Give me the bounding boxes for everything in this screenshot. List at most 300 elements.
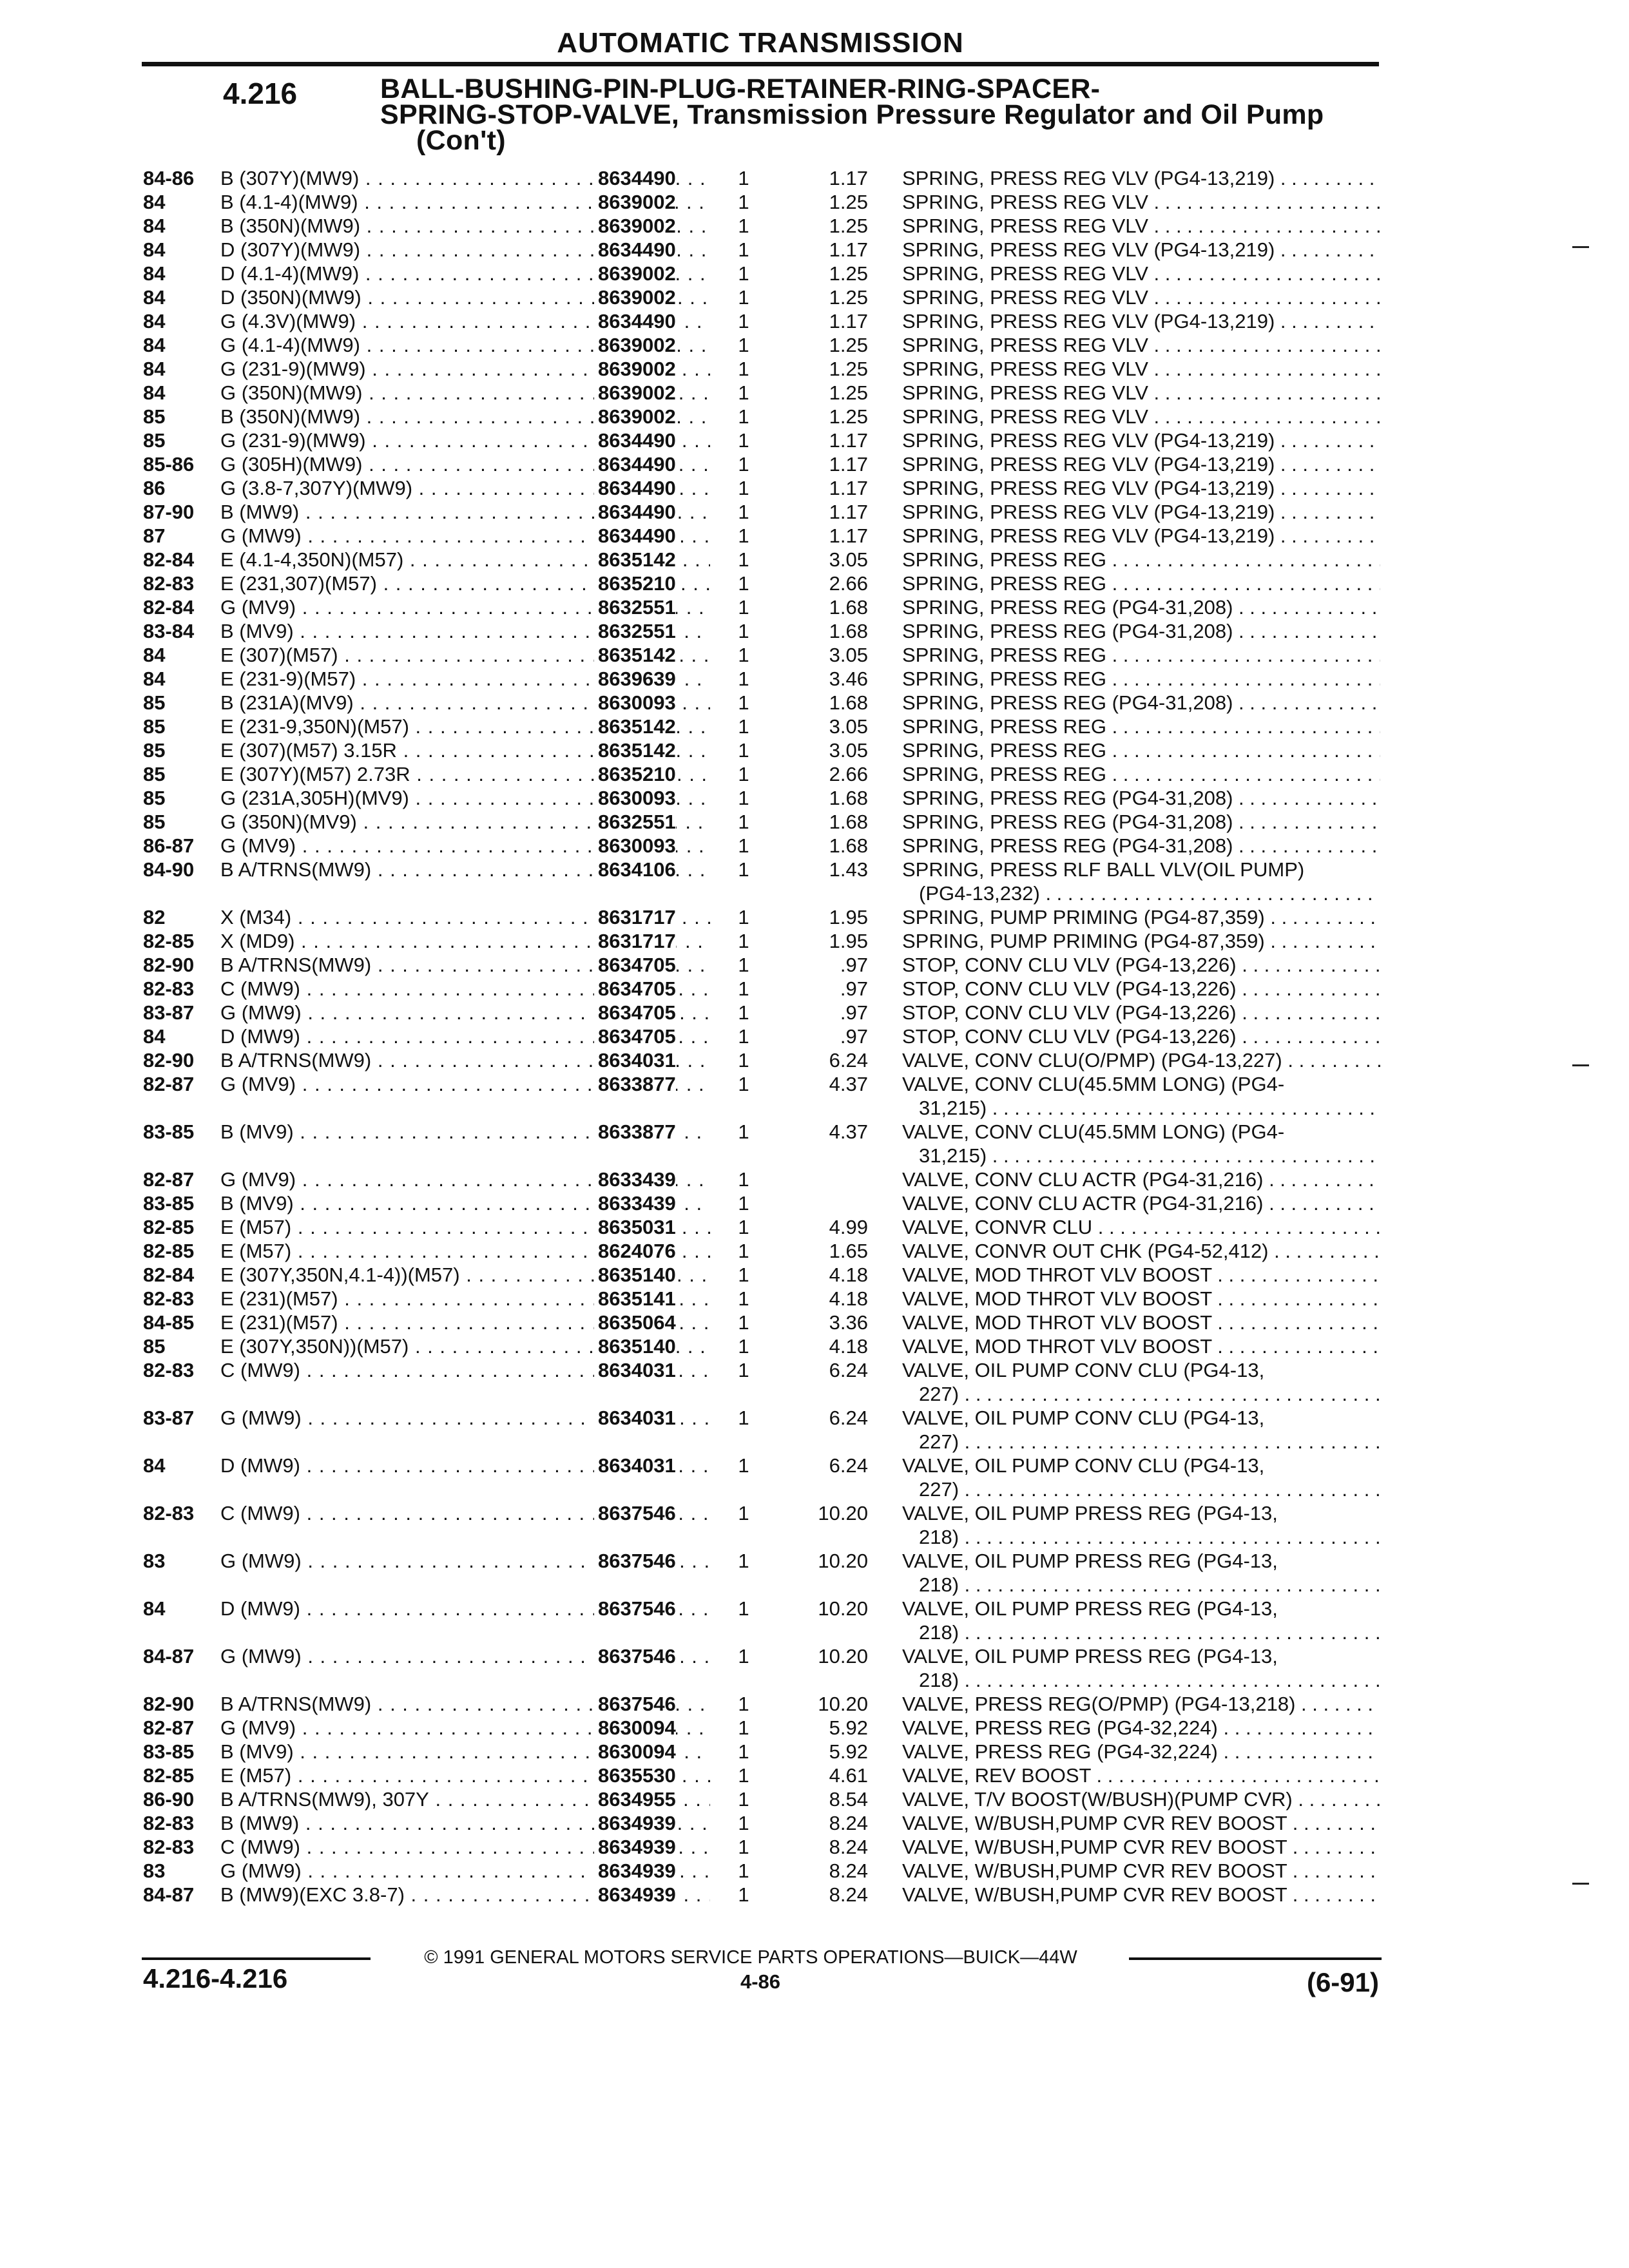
description-line: VALVE, T/V BOOST(W/BUSH)(PUMP CVR) . . . [902,1787,1380,1811]
model-application: B A/TRNS(MW9) . . . [220,1048,710,1072]
model-application: B A/TRNS(MW9) . . . [220,953,710,977]
description-line: SPRING, PRESS REG (PG4-31,208) . . . [902,691,1380,715]
model-application: B (350N)(MW9) . . . [220,214,710,238]
description-line: VALVE, CONVR CLU . . . [902,1215,1380,1239]
quantity: 1 [738,1287,749,1310]
header-rule [142,62,1379,66]
part-description [902,1215,1380,1239]
part-row [143,953,1380,977]
part-number: 8635031 [594,1215,676,1239]
model-year: 82-85 [143,1216,195,1238]
model-year: 82-87 [143,1168,195,1191]
price: 1.25 [829,381,868,404]
part-row [143,405,1380,428]
part-row [143,595,1380,619]
part-row [143,190,1380,214]
part-number: 8637546 [594,1597,676,1620]
price: 4.18 [829,1287,868,1310]
part-row [143,858,1380,905]
model-year: 82-83 [143,977,195,1000]
model-year: 83-87 [143,1001,195,1024]
model-application: E (4.1-4,350N)(M57) . . . [220,548,710,572]
part-row [143,1811,1380,1835]
part-number: 8634705 [594,1001,676,1024]
part-row [143,905,1380,929]
part-row [143,1835,1380,1859]
part-row [143,1358,1380,1406]
price: 1.17 [829,238,868,261]
part-row [143,166,1380,190]
part-row [143,1263,1380,1287]
model-year: 85 [143,429,166,452]
model-year: 83-84 [143,620,195,642]
price: 10.20 [818,1645,868,1667]
part-number: 8632551 [594,810,676,834]
model-year: 84-87 [143,1883,195,1906]
part-description [902,238,1380,262]
part-number: 8635530 [594,1763,676,1787]
part-row [143,1740,1380,1763]
part-row [143,929,1380,953]
description-line: SPRING, PRESS REG . . . [902,738,1380,762]
quantity: 1 [738,811,749,833]
price: 1.68 [829,620,868,642]
part-number: 8634939 [594,1811,676,1835]
part-description [902,1024,1380,1048]
part-row [143,762,1380,786]
model-application: E (307Y,350N))(M57) . . . [220,1334,710,1358]
model-year: 86 [143,477,166,499]
part-number: 8630094 [594,1740,676,1763]
quantity: 1 [738,167,749,189]
part-description [902,357,1380,381]
price: 5.92 [829,1740,868,1763]
model-application: G (3.8-7,307Y)(MW9) . . . [220,476,710,500]
model-year: 83-85 [143,1740,195,1763]
description-line: VALVE, OIL PUMP CONV CLU (PG4-13, [902,1359,1265,1381]
part-description [902,500,1380,524]
price: 10.20 [818,1597,868,1620]
model-year: 84 [143,1025,166,1048]
model-application: E (307Y,350N,4.1-4))(M57) . . . [220,1263,710,1287]
description-line: STOP, CONV CLU VLV (PG4-13,226) . . . [902,1024,1380,1048]
model-year: 83-85 [143,1192,195,1215]
model-application: G (4.3V)(MW9) . . . [220,309,710,333]
page-header-title: AUTOMATIC TRANSMISSION [557,27,964,59]
part-row [143,1549,1380,1597]
price: 1.95 [829,930,868,952]
part-description [902,667,1380,691]
part-row [143,262,1380,285]
part-row [143,214,1380,238]
part-row [143,1883,1380,1907]
description-line: VALVE, CONV CLU ACTR (PG4-31,216) . . . [902,1168,1380,1191]
model-year: 82-90 [143,1049,195,1072]
quantity: 1 [738,1168,749,1191]
price: 1.25 [829,358,868,380]
model-year: 84 [143,238,166,261]
model-year: 82-83 [143,572,195,595]
model-application: G (MW9) . . . [220,1406,710,1430]
price: 1.68 [829,834,868,857]
description-line: VALVE, MOD THROT VLV BOOST . . . [902,1311,1380,1334]
part-row [143,1644,1380,1692]
quantity: 1 [738,739,749,762]
part-description [902,1334,1380,1358]
model-year: 82-83 [143,1359,195,1381]
model-year: 82-85 [143,1240,195,1262]
part-number: 8639002 [594,333,676,357]
part-number: 8634490 [594,452,676,476]
part-row [143,333,1380,357]
part-row [143,786,1380,810]
part-number: 8634939 [594,1835,676,1859]
quantity: 1 [738,524,749,547]
quantity: 1 [738,334,749,356]
model-application: G (350N)(MV9) . . . [220,810,710,834]
price: 2.66 [829,572,868,595]
model-year: 87-90 [143,501,195,523]
model-application: B A/TRNS(MW9) . . . [220,858,710,881]
description-line: VALVE, CONV CLU ACTR (PG4-31,216) . . . [902,1191,1380,1215]
part-row [143,1501,1380,1549]
part-description [902,1549,1380,1597]
price: 8.24 [829,1812,868,1834]
part-description [902,1120,1380,1168]
quantity: 1 [738,429,749,452]
quantity: 1 [738,1812,749,1834]
model-year: 83 [143,1550,166,1572]
part-number: 8633439 [594,1191,676,1215]
description-continuation: 227) . . . [902,1477,1380,1501]
description-line: SPRING, PRESS REG (PG4-31,208) . . . [902,810,1380,834]
price: .97 [840,954,868,976]
part-row [143,1692,1380,1716]
model-year: 82-85 [143,930,195,952]
model-application: G (MW9) . . . [220,1644,710,1668]
model-year: 84 [143,286,166,309]
part-number: 8634939 [594,1859,676,1883]
model-application: C (MW9) . . . [220,1358,710,1382]
part-number: 8635141 [594,1287,676,1311]
price: 4.18 [829,1335,868,1358]
price: 4.18 [829,1264,868,1286]
part-description [902,190,1380,214]
model-application: E (231-9)(M57) . . . [220,667,710,691]
description-line: VALVE, MOD THROT VLV BOOST . . . [902,1334,1380,1358]
part-number: 8635142 [594,643,676,667]
price: 1.25 [829,334,868,356]
model-application: B (MV9) . . . [220,1740,710,1763]
model-application: G (MW9) . . . [220,1001,710,1024]
part-description [902,572,1380,595]
model-application: C (MW9) . . . [220,1835,710,1859]
model-application: D (307Y)(MW9) . . . [220,238,710,262]
description-line: VALVE, PRESS REG (PG4-32,224) . . . [902,1716,1380,1740]
description-continuation: 218) . . . [902,1620,1380,1644]
model-year: 82-87 [143,1073,195,1095]
part-row [143,691,1380,715]
quantity: 1 [738,620,749,642]
quantity: 1 [738,787,749,809]
model-year: 87 [143,524,166,547]
model-year: 82-84 [143,548,195,571]
model-year: 84 [143,215,166,237]
part-number: 8632551 [594,595,676,619]
quantity: 1 [738,1120,749,1143]
model-year: 84-90 [143,858,195,881]
part-row [143,428,1380,452]
description-line: SPRING, PRESS REG VLV . . . [902,190,1380,214]
part-number: 8637546 [594,1501,676,1525]
price: .97 [840,1025,868,1048]
quantity: 1 [738,572,749,595]
quantity: 1 [738,358,749,380]
description-line: VALVE, OIL PUMP CONV CLU (PG4-13, [902,1454,1265,1477]
model-year: 82-83 [143,1812,195,1834]
description-line: VALVE, REV BOOST . . . [902,1763,1380,1787]
quantity: 1 [738,1645,749,1667]
model-application: B (350N)(MW9) . . . [220,405,710,428]
description-continuation: 218) . . . [902,1668,1380,1692]
quantity: 1 [738,1502,749,1524]
part-row [143,524,1380,548]
description-line: STOP, CONV CLU VLV (PG4-13,226) . . . [902,1001,1380,1024]
price: 1.68 [829,596,868,619]
part-row [143,1787,1380,1811]
part-description [902,1835,1380,1859]
model-application: D (4.1-4)(MW9) . . . [220,262,710,285]
part-description [902,524,1380,548]
model-application: G (231A,305H)(MV9) . . . [220,786,710,810]
part-number: 8635210 [594,762,676,786]
part-number: 8633439 [594,1168,676,1191]
part-row [143,238,1380,262]
part-row [143,1191,1380,1215]
part-number: 8639002 [594,285,676,309]
model-application: E (307Y)(M57) 2.73R . . . [220,762,710,786]
quantity: 1 [738,834,749,857]
part-number: 8634106 [594,858,676,881]
description-line: SPRING, PRESS RLF BALL VLV(OIL PUMP) [902,858,1305,881]
part-number: 8630093 [594,834,676,858]
price: .97 [840,977,868,1000]
part-number: 8630094 [594,1716,676,1740]
price: 10.20 [818,1693,868,1715]
part-row [143,381,1380,405]
description-line: SPRING, PRESS REG . . . [902,762,1380,786]
part-row [143,1120,1380,1168]
quantity: 1 [738,596,749,619]
part-description [902,929,1380,953]
part-number: 8633877 [594,1072,676,1096]
price: 1.17 [829,501,868,523]
part-description [902,1644,1380,1692]
model-year: 85 [143,763,166,785]
quantity: 1 [738,763,749,785]
price: 6.24 [829,1407,868,1429]
description-line: SPRING, PRESS REG . . . [902,667,1380,691]
quantity: 1 [738,715,749,738]
part-number: 8630093 [594,786,676,810]
part-description [902,1692,1380,1716]
quantity: 1 [738,310,749,332]
description-line: SPRING, PRESS REG . . . [902,548,1380,572]
part-description [902,643,1380,667]
quantity: 1 [738,1335,749,1358]
part-number: 8635210 [594,572,676,595]
model-year: 83-87 [143,1407,195,1429]
model-year: 84 [143,381,166,404]
model-application: E (M57) . . . [220,1763,710,1787]
description-line: VALVE, MOD THROT VLV BOOST . . . [902,1263,1380,1287]
section-title-line3: (Con't) [416,125,506,156]
model-application: G (MW9) . . . [220,1549,710,1573]
quantity: 1 [738,1550,749,1572]
part-description [902,285,1380,309]
part-row [143,1406,1380,1454]
part-row [143,572,1380,595]
part-row [143,810,1380,834]
price: 1.95 [829,906,868,928]
quantity: 1 [738,1407,749,1429]
part-number: 8634490 [594,309,676,333]
part-number: 8634490 [594,476,676,500]
model-application: X (MD9) . . . [220,929,710,953]
part-number: 8634955 [594,1787,676,1811]
price: 2.66 [829,763,868,785]
part-row [143,285,1380,309]
quantity: 1 [738,1049,749,1072]
model-year: 85 [143,405,166,428]
price: 4.61 [829,1764,868,1787]
description-line: SPRING, PRESS REG . . . [902,572,1380,595]
section-title-line1: BALL-BUSHING-PIN-PLUG-RETAINER-RING-SPACER- [380,73,1101,104]
description-line: SPRING, PRESS REG VLV (PG4-13,219) . . . [902,309,1380,333]
part-description [902,333,1380,357]
part-description [902,1072,1380,1120]
part-row [143,1287,1380,1311]
quantity: 1 [738,977,749,1000]
price: 8.24 [829,1836,868,1858]
description-continuation: 31,215) . . . [902,1096,1380,1120]
part-description [902,1883,1380,1907]
quantity: 1 [738,215,749,237]
model-application: G (MV9) . . . [220,1716,710,1740]
price: 1.68 [829,787,868,809]
price: 8.24 [829,1883,868,1906]
part-description [902,262,1380,285]
model-application: E (M57) . . . [220,1215,710,1239]
model-application: D (MW9) . . . [220,1024,710,1048]
quantity: 1 [738,1001,749,1024]
model-application: B (MV9) . . . [220,619,710,643]
description-line: SPRING, PRESS REG VLV . . . [902,405,1380,428]
quantity: 1 [738,1073,749,1095]
price: 6.24 [829,1049,868,1072]
model-application: G (231-9)(MW9) . . . [220,428,710,452]
part-number: 8634490 [594,500,676,524]
quantity: 1 [738,930,749,952]
model-year: 85 [143,715,166,738]
part-description [902,1287,1380,1311]
description-line: SPRING, PRESS REG VLV (PG4-13,219) . . . [902,524,1380,548]
model-year: 82-90 [143,1693,195,1715]
part-row [143,738,1380,762]
model-year: 84 [143,334,166,356]
section-title-line2: SPRING-STOP-VALVE, Transmission Pressure Regulator and Oil Pump [380,99,1324,130]
price: 1.17 [829,429,868,452]
model-application: G (350N)(MW9) . . . [220,381,710,405]
part-description [902,977,1380,1001]
description-line: SPRING, PRESS REG VLV . . . [902,333,1380,357]
part-description [902,1239,1380,1263]
part-description [902,166,1380,190]
price: 3.36 [829,1311,868,1334]
part-row [143,548,1380,572]
model-year: 85-86 [143,453,195,476]
price: 1.68 [829,811,868,833]
description-line: VALVE, CONV CLU(45.5MM LONG) (PG4- [902,1120,1285,1143]
part-number: 8624076 [594,1239,676,1263]
price: 8.24 [829,1860,868,1882]
price: .97 [840,1001,868,1024]
part-row [143,1239,1380,1263]
part-row [143,357,1380,381]
description-continuation: 218) . . . [902,1525,1380,1549]
price: 3.05 [829,715,868,738]
part-description [902,452,1380,476]
price: 4.99 [829,1216,868,1238]
model-application: C (MW9) . . . [220,1501,710,1525]
price: 3.05 [829,548,868,571]
model-year: 84-86 [143,167,195,189]
model-application: G (305H)(MW9) . . . [220,452,710,476]
description-line: VALVE, CONV CLU(45.5MM LONG) (PG4- [902,1073,1285,1095]
part-description [902,1787,1380,1811]
price: 3.46 [829,668,868,690]
model-year: 83 [143,1860,166,1882]
part-number: 8630093 [594,691,676,715]
model-year: 85 [143,739,166,762]
quantity: 1 [738,644,749,666]
quantity: 1 [738,453,749,476]
quantity: 1 [738,1883,749,1906]
model-year: 86-90 [143,1788,195,1811]
part-number: 8634490 [594,238,676,262]
quantity: 1 [738,1860,749,1882]
price: 1.17 [829,524,868,547]
part-number: 8634490 [594,428,676,452]
model-application: B (307Y)(MW9) . . . [220,166,710,190]
model-application: G (MV9) . . . [220,1168,710,1191]
model-year: 82-84 [143,596,195,619]
model-application: B (MV9) . . . [220,1191,710,1215]
part-row [143,1001,1380,1024]
part-description [902,953,1380,977]
model-application: G (MV9) . . . [220,834,710,858]
price: 5.92 [829,1716,868,1739]
part-description [902,1597,1380,1644]
description-line: VALVE, OIL PUMP PRESS REG (PG4-13, [902,1597,1278,1620]
price: 3.05 [829,644,868,666]
model-application: E (231)(M57) . . . [220,1311,710,1334]
part-description [902,595,1380,619]
part-row [143,1454,1380,1501]
description-line: SPRING, PUMP PRIMING (PG4-87,359) . . . [902,905,1380,929]
description-line: VALVE, OIL PUMP PRESS REG (PG4-13, [902,1502,1278,1524]
description-line: SPRING, PUMP PRIMING (PG4-87,359) . . . [902,929,1380,953]
